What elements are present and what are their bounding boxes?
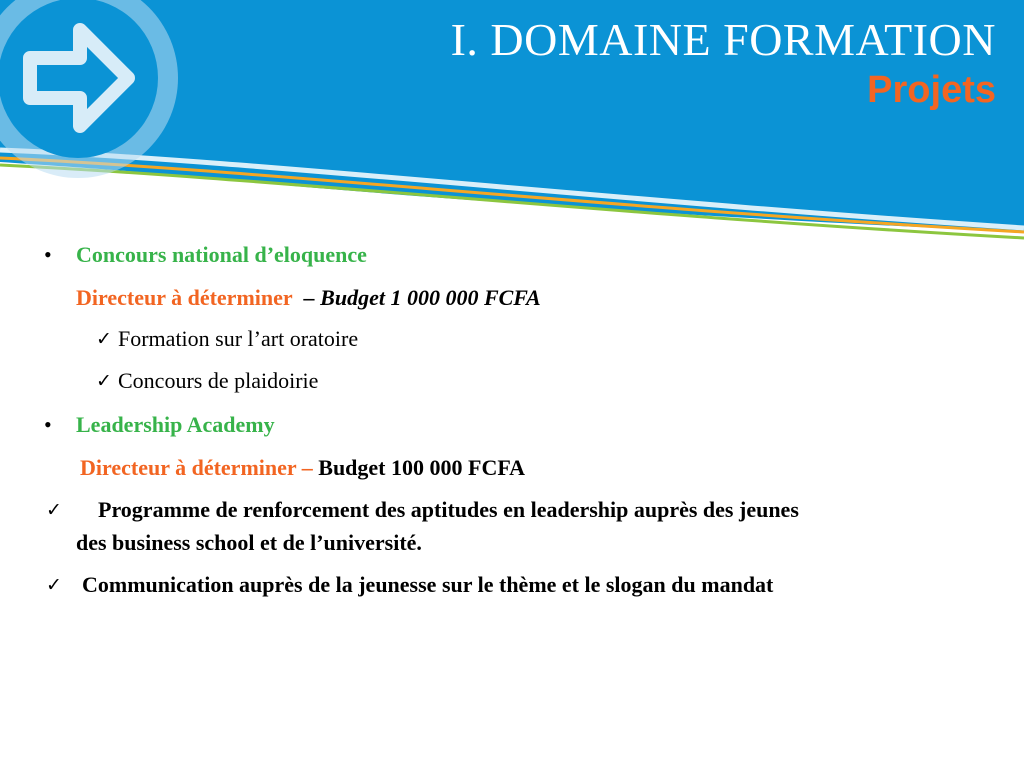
item1-subitem-2: Concours de plaidoirie <box>118 368 319 393</box>
item2-director-label: Directeur à déterminer – <box>80 455 313 480</box>
check-icon: ✓ <box>46 499 62 521</box>
bullet-icon: • <box>44 242 52 267</box>
item1-subitem-1: Formation sur l’art oratoire <box>118 326 359 351</box>
check-icon: ✓ <box>46 574 62 596</box>
check-icon: ✓ <box>96 370 112 392</box>
item1-director-label: Directeur à déterminer <box>76 285 293 310</box>
slide-title: I. DOMAINE FORMATION <box>450 14 996 65</box>
slide-subtitle: Projets <box>867 69 996 111</box>
bullet-icon: • <box>44 412 52 437</box>
item2-title: Leadership Academy <box>76 412 275 437</box>
item2-director-line <box>80 455 525 481</box>
item1-director-line <box>76 285 541 311</box>
item1-title: Concours national d’eloquence <box>76 242 367 267</box>
item2-budget-label: Budget 100 000 FCFA <box>312 455 526 480</box>
item2-program-line2: des business school et de l’université. <box>76 530 422 555</box>
check-icon: ✓ <box>96 328 112 350</box>
item1-budget-label: – Budget 1 000 000 FCFA <box>303 285 541 310</box>
item2-program-line1: Programme de renforcement des aptitudes en leadership auprès des jeunes <box>98 497 799 522</box>
item2-communication: Communication auprès de la jeunesse sur le thème et le slogan du mandat <box>82 572 774 597</box>
